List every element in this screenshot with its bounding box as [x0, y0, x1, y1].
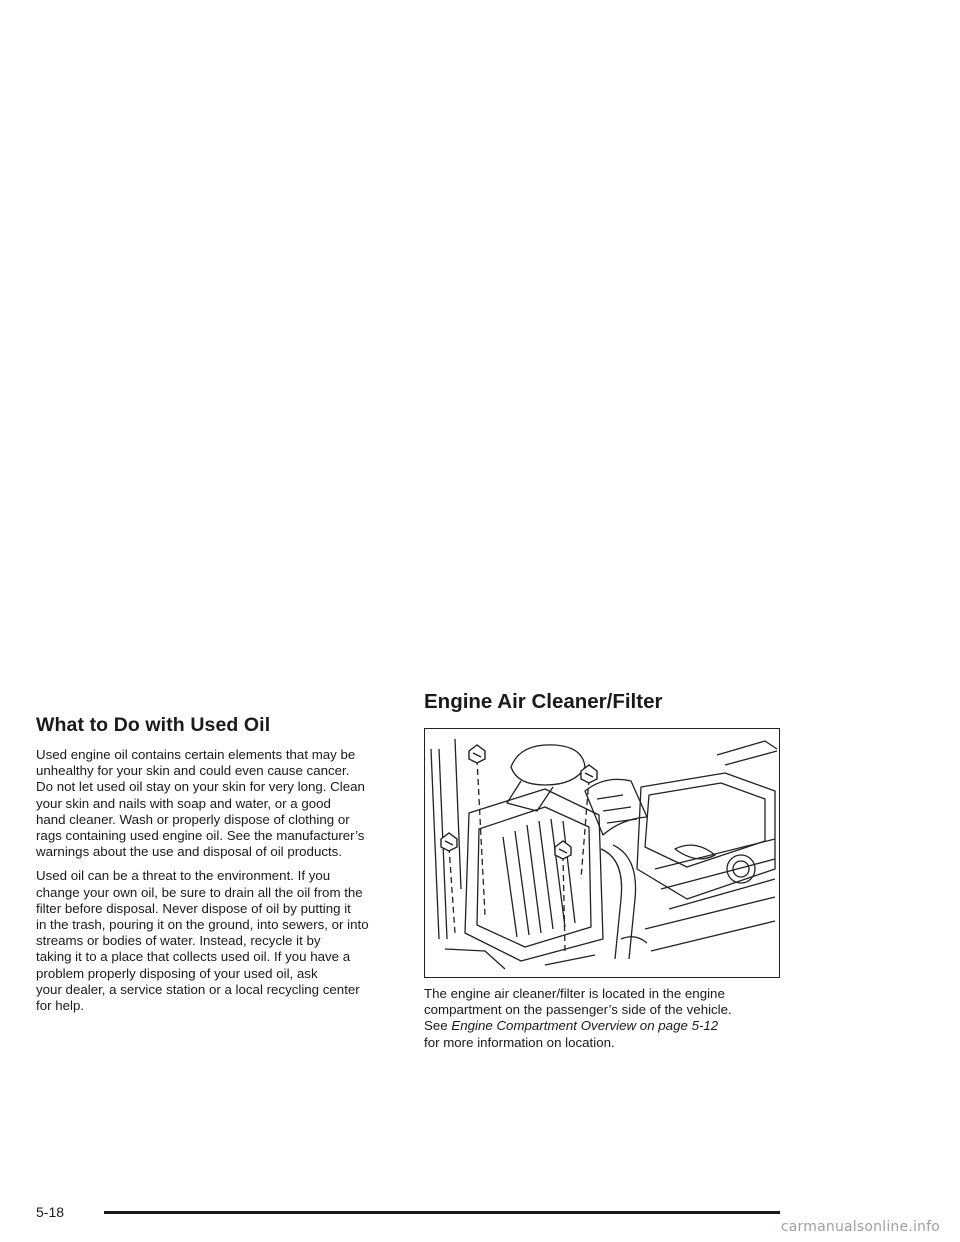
engine-air-cleaner-illustration	[424, 728, 780, 978]
caption-text-2: for more information on location.	[424, 1034, 615, 1050]
bolt-icon	[555, 841, 571, 859]
footer-divider	[104, 1211, 780, 1214]
caption-text-1: The engine air cleaner/filter is located in the engine compartment on the passenger’s side of the vehicle. See	[424, 986, 732, 1034]
cross-reference-link[interactable]: Engine Compartment Overview on page 5-12	[451, 1018, 719, 1034]
bolt-icon	[469, 745, 485, 763]
heading-used-oil: What to Do with Used Oil	[36, 714, 271, 736]
engine-compartment-drawing	[425, 729, 778, 976]
bolt-icon	[441, 833, 457, 851]
section-air-cleaner	[424, 690, 784, 1059]
paragraph-1: Used engine oil contains certain elements that may be unhealthy for your skin and could even cause cancer. Do not let used oil stay on your skin for very long. Clean your skin and nails with soap and water, or a good hand cleaner. Wash or properly dispose of clothing or rags containing used engine oil. See the manufacturer’s warnings about the use and disposal of oil products.	[36, 747, 365, 860]
paragraph-2: Used oil can be a threat to the environment. If you change your own oil, be sure to drain all the oil from the filter before disposal. Never dispose of oil by putting it in the trash, pouring it on the ground, into sewers, or into streams or bodies of water. Instead, recycle it by taking it to a place that collects used oil. If you have a problem properly disposing of your used oil, ask your dealer, a service station or a local recycling center for help.	[36, 868, 369, 1014]
bolt-icon	[581, 765, 597, 783]
page-number: 5-18	[36, 1204, 65, 1220]
figure-caption	[424, 986, 784, 1051]
heading-air-cleaner: Engine Air Cleaner/Filter	[424, 690, 663, 713]
site-watermark: carmanualsonline.info	[780, 1219, 940, 1235]
section-used-oil	[36, 714, 398, 1022]
